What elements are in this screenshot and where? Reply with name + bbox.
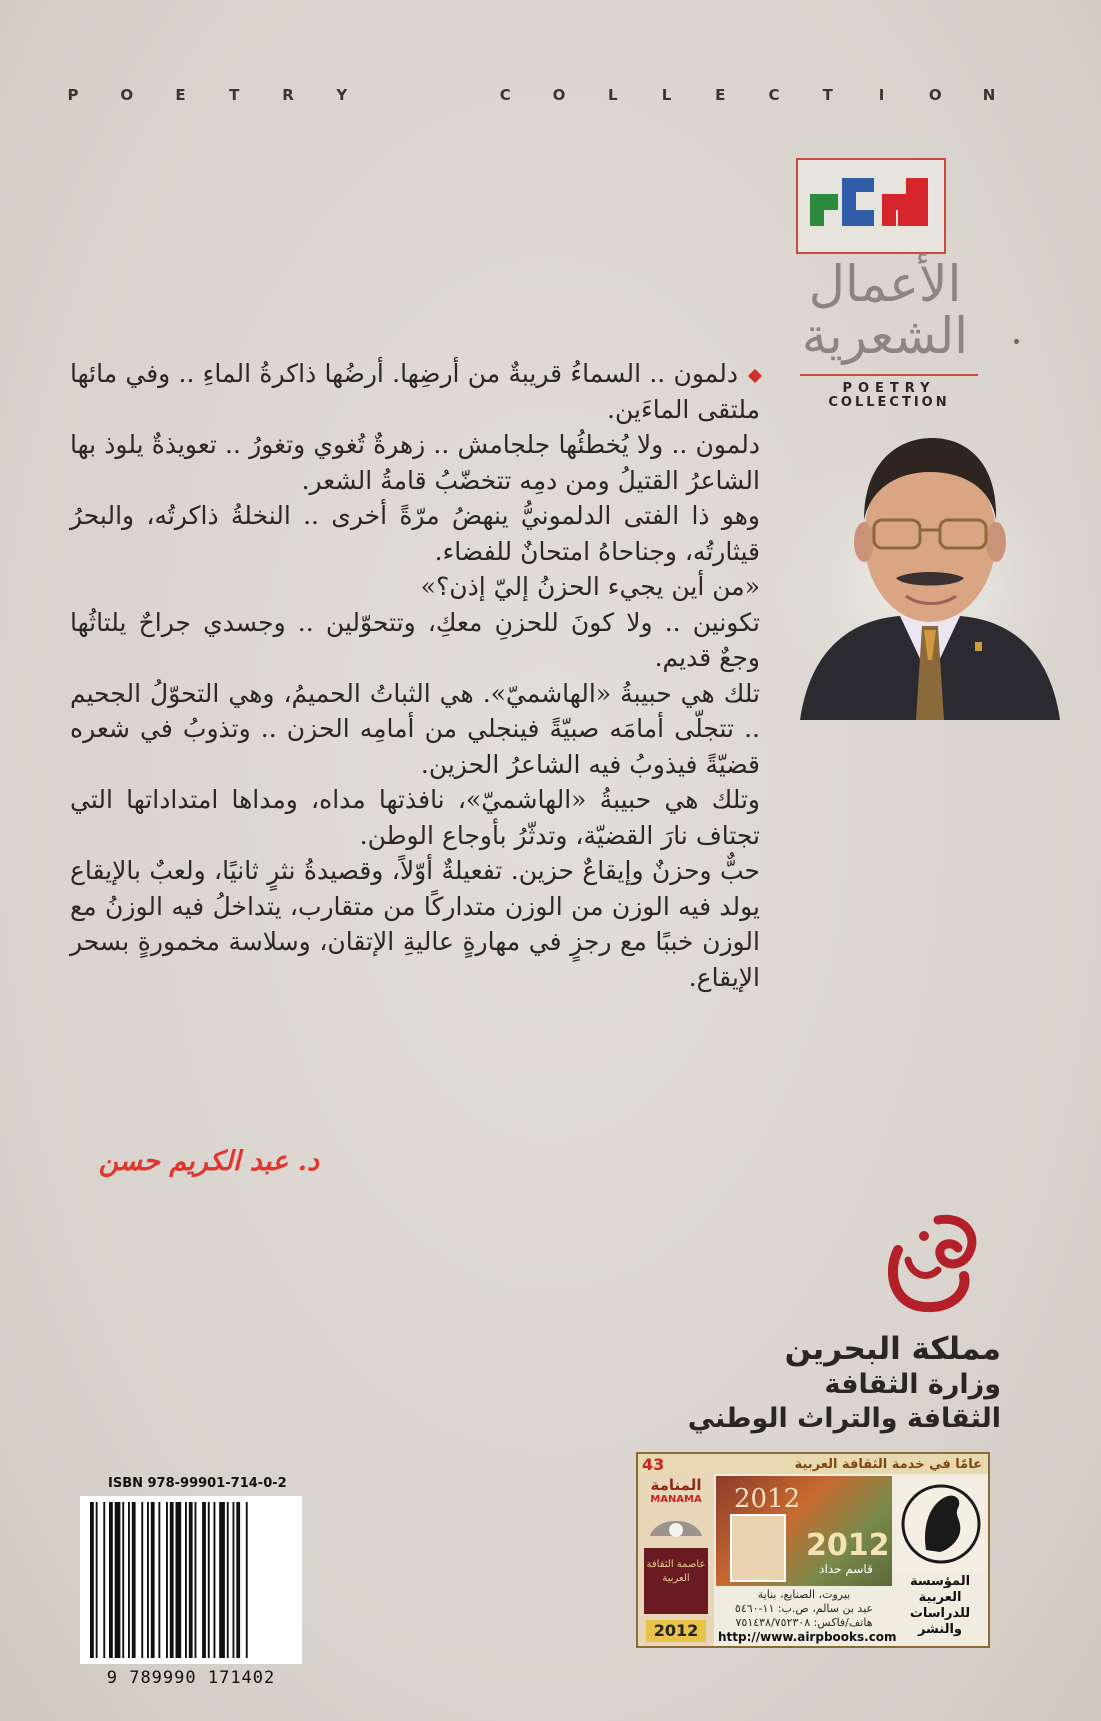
badge-org-line: للدراسات bbox=[909, 1606, 971, 1621]
series-letter: O bbox=[552, 86, 566, 104]
ministry-of-culture-name bbox=[688, 1330, 1001, 1436]
barcode-bar bbox=[128, 1502, 130, 1658]
barcode-bar bbox=[158, 1502, 160, 1658]
blurb-author: د. عبد الكريم حسن bbox=[98, 1146, 319, 1177]
badge-header bbox=[638, 1454, 988, 1474]
barcode-bar bbox=[90, 1502, 94, 1658]
badge-city-arabic: المنامة bbox=[650, 1476, 702, 1494]
barcode-bar bbox=[109, 1502, 113, 1658]
series-letter: N bbox=[982, 86, 996, 104]
ministry-line3: الثقافة والتراث الوطني bbox=[687, 1403, 1001, 1434]
barcode-bar bbox=[122, 1502, 124, 1658]
series-letter: L bbox=[607, 86, 618, 104]
series-letter: C bbox=[768, 86, 780, 104]
author-portrait bbox=[760, 420, 1090, 720]
badge-org-line: العربية bbox=[918, 1590, 962, 1605]
barcode-bar bbox=[151, 1502, 155, 1658]
isbn-barcode bbox=[80, 1496, 302, 1664]
barcode-bar bbox=[103, 1502, 105, 1658]
barcode-bar bbox=[246, 1502, 248, 1658]
series-letter: Y bbox=[336, 86, 348, 104]
barcode-number: 9 789990 171402 bbox=[106, 1668, 276, 1688]
horse-emblem-icon bbox=[896, 1476, 986, 1572]
badge-person-name: قاسم حداد bbox=[819, 1562, 873, 1576]
badge-organization bbox=[894, 1574, 986, 1638]
logo-title-line1: الأعمال bbox=[808, 255, 962, 313]
barcode-bar bbox=[176, 1502, 182, 1658]
barcode-bar bbox=[141, 1502, 143, 1658]
blurb-paragraph: دلمون .. ولا يُخطئُها جلجامش .. زهرةٌ تُغوي وتغورُ .. تعويذةٌ يلوذ بها الشاعرُ القتيلُ ومن دمِه تتخضّبُ قامةُ الشعر. bbox=[70, 430, 760, 495]
red-diamond-bullet-icon bbox=[748, 368, 762, 382]
barcode-bar bbox=[208, 1502, 210, 1658]
logo-title bbox=[780, 255, 990, 365]
barcode-bar bbox=[170, 1502, 174, 1658]
barcode-bar bbox=[185, 1502, 187, 1658]
series-letter: P bbox=[67, 86, 79, 104]
blurb-paragraph: تلك هي حبيبةُ «الهاشميّ». هي الثباتُ الحميمُ، وهي التحوّلُ الجحيم .. تتجلّى أمامَه صبيّةً فينجلي من أمامِه الحزن .. وتذوبُ في شعره قضيّةً فيذوبُ فيه الشاعرُ الحزين. bbox=[70, 678, 760, 779]
badge-city-english: MANAMA bbox=[650, 1494, 702, 1505]
poetry-logo-glyph-icon bbox=[798, 160, 944, 252]
badge-org-line: المؤسسة bbox=[909, 1574, 971, 1589]
series-gap bbox=[389, 86, 459, 104]
publisher-anniversary-badge bbox=[636, 1452, 990, 1648]
logo-subtitle-line2: COLLECTION bbox=[828, 395, 950, 410]
barcode-bar bbox=[227, 1502, 229, 1658]
badge-portrait-thumbnail bbox=[730, 1514, 786, 1582]
badge-address-line: هاتف/فاكس: ٧٥١٤٣٨/٧٥٢٣٠٨ bbox=[735, 1616, 873, 1629]
poetry-logo-mark bbox=[796, 158, 946, 254]
badge-year-label: 2012 bbox=[646, 1620, 706, 1642]
blurb-text bbox=[70, 356, 760, 995]
blurb-paragraph: وهو ذا الفتى الدلمونيُّ ينهضُ مرّةً أخرى .. النخلةُ ذاكرتُه، والبحرُ قيثارتُه، وجناحاهُ امتحانٌ للفضاء. bbox=[70, 501, 760, 566]
badge-big-year: 2012 bbox=[806, 1528, 890, 1563]
barcode-bar bbox=[214, 1502, 216, 1658]
series-letter: E bbox=[175, 86, 186, 104]
barcode-bar bbox=[195, 1502, 197, 1658]
badge-poster-year: 2012 bbox=[734, 1484, 801, 1514]
series-letter: I bbox=[878, 86, 885, 104]
blurb-paragraph: وتلك هي حبيبةُ «الهاشميّ»، نافذتها مداه، ومداها امتداداتها التي تجتاف نارَ القضيّة، وتدثّرُ بأوجاع الوطن. bbox=[70, 785, 760, 850]
barcode-bar bbox=[236, 1502, 240, 1658]
blurb-paragraph: حبٌّ وحزنٌ وإيقاعٌ حزين. تفعيلةٌ أوّلاً، وقصيدةُ نثرٍ ثانيًا، ولعبٌ بالإيقاع يولد فيه الوزن من الوزن متداركًا من متقارب، يتداخلُ فيه الوزنُ مع الوزن خببًا مع رجزٍ في مهارةٍ عاليةِ الإتقان، وسلاسة مخمورةٍ بسحر الإيقاع. bbox=[70, 856, 760, 992]
badge-org-line: والنشر bbox=[917, 1622, 963, 1637]
barcode-bar bbox=[96, 1502, 98, 1658]
series-letter: T bbox=[822, 86, 833, 104]
barcode-bars-icon bbox=[80, 1496, 302, 1664]
barcode-bar bbox=[202, 1502, 206, 1658]
blurb-paragraph: «من أين يجيء الحزنُ إليّ إذن؟» bbox=[420, 572, 760, 601]
badge-service-text: عامًا في خدمة الثقافة العربية bbox=[794, 1456, 982, 1472]
series-letter: E bbox=[715, 86, 726, 104]
barcode-bar bbox=[189, 1502, 193, 1658]
series-letter: C bbox=[499, 86, 511, 104]
series-title bbox=[66, 86, 996, 104]
ministry-line1: مملكة البحرين bbox=[784, 1331, 1001, 1367]
pearl-shell-icon bbox=[646, 1508, 706, 1546]
blurb-paragraph-text: دلمون .. السماءُ قريبةٌ من أرضِها. أرضُها ذاكرةُ الماءِ .. وفي مائها ملتقى الماءَين. bbox=[70, 359, 760, 424]
barcode-bar bbox=[132, 1502, 136, 1658]
badge-address bbox=[718, 1588, 890, 1630]
series-letter: R bbox=[282, 86, 294, 104]
badge-address-line: عيد بن سالم، ص.ب: ١١-٥٤٦٠ bbox=[734, 1602, 874, 1615]
barcode-bar bbox=[147, 1502, 149, 1658]
barcode-bar bbox=[166, 1502, 168, 1658]
series-letter: L bbox=[661, 86, 672, 104]
logo-subtitle-line1: POETRY bbox=[842, 381, 936, 396]
isbn-label: ISBN 978-99901-714-0-2 bbox=[108, 1476, 287, 1491]
print-speck bbox=[1014, 339, 1019, 344]
series-letter: T bbox=[229, 86, 240, 104]
barcode-bar bbox=[115, 1502, 121, 1658]
ministry-line2: وزارة الثقافة bbox=[824, 1369, 1001, 1400]
logo-divider bbox=[800, 374, 978, 376]
logo-subtitle bbox=[794, 382, 984, 410]
barcode-bar bbox=[219, 1502, 225, 1658]
badge-anniversary-number: 43 bbox=[642, 1454, 665, 1474]
series-letter: O bbox=[928, 86, 942, 104]
badge-tile-text: عاصمة الثقافة العربية bbox=[646, 1559, 706, 1584]
series-letter: O bbox=[120, 86, 134, 104]
publisher-calligraphy-logo-icon bbox=[868, 1210, 988, 1320]
blurb-paragraph: تكونين .. ولا كونَ للحزنِ معكِ، وتتحوّلين .. وجسدي جراحٌ يلتاثُها وجعٌ قديم. bbox=[70, 607, 760, 672]
blurb-paragraph bbox=[70, 356, 760, 427]
logo-title-line2: الشعرية bbox=[801, 307, 969, 365]
barcode-bar bbox=[233, 1502, 235, 1658]
badge-website: http://www.airpbooks.com bbox=[718, 1630, 897, 1644]
badge-address-line: بيروت، الصنايع، بناية bbox=[757, 1588, 851, 1601]
